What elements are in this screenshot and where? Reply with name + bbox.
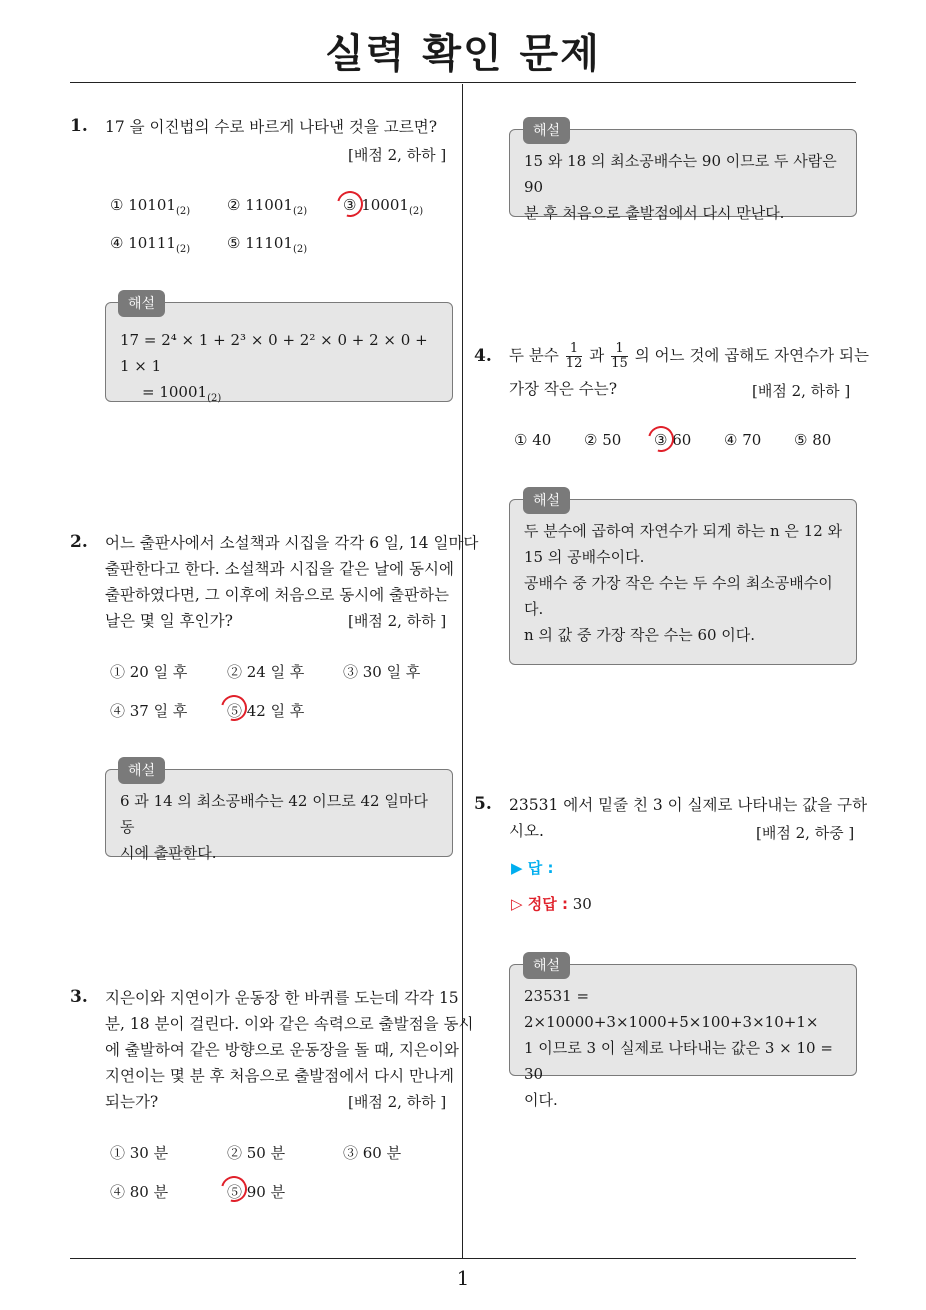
q4-fraction-1: $\frac{1}{12}$ [565,341,583,371]
q2-choice-2[interactable]: ② 24 일 후 [227,663,305,681]
q1-meta: [배점 2, 하하 ] [348,146,447,164]
q2-solution-tag: 해설 [118,757,165,784]
q3-solution-tag: 해설 [523,117,570,144]
q4-meta: [배점 2, 하하 ] [752,382,851,400]
q4-solution-tag: 해설 [523,487,570,514]
q1-solution-box [105,302,453,402]
q3-choice-5[interactable]: ⑤ 90 분 [227,1183,286,1201]
q2-number: 2. [70,532,88,552]
q5-text: 23531 에서 밑줄 친 3 이 실제로 나타내는 값을 구하 시오. [509,796,868,840]
q5-solution-line-2: 1 이므로 3 이 실제로 나타내는 값은 3 × 10 = 30 [524,1039,833,1083]
q2-choice-4[interactable]: ④ 37 일 후 [110,702,188,720]
q2-solution-line-2: 시에 출판한다. [120,844,217,862]
q5-answer-label: ▶ 답 : [511,859,554,877]
bottom-rule [70,1258,856,1259]
q4-choice-2[interactable]: ② 50 [584,431,622,449]
q3-solution-line-2: 분 후 처음으로 출발점에서 다시 만난다. [524,204,785,222]
q3-text: 지은이와 지연이가 운동장 한 바퀴를 도는데 각각 15 분, 18 분이 걸린다. 이와 같은 속력으로 출발점을 동시 에 출발하여 같은 방향으로 운동장을 돌 때, 지은이와 지연이는 몇 분 후 처음으로 출발점에서 다시 만나게 되는가? [105,989,474,1111]
q4-fraction-2: $\frac{1}{15}$ [611,341,628,371]
q2-meta: [배점 2, 하하 ] [348,612,447,630]
q1-choice-5[interactable]: ⑤ $11101_{(2)}$ [227,234,308,255]
q5-solution-line-1: 23531 = 2×10000+3×1000+5×100+3×10+1× [524,987,819,1031]
q3-choice-1[interactable]: ① 30 분 [110,1144,169,1162]
q3-choice-4[interactable]: ④ 80 분 [110,1183,169,1201]
page-number: 1 [456,1266,470,1290]
q2-choice-1[interactable]: ① 20 일 후 [110,663,188,681]
q5-solution-box [509,964,857,1109]
q4-solution-line-4: 다. [524,600,544,618]
q1-choice-4[interactable]: ④ $10111_{(2)}$ [110,234,191,255]
q2-solution-line-1: 6 과 14 의 최소공배수는 42 이므로 42 일마다 동 [120,792,428,836]
q1-choice-3[interactable]: ③ $10001_{(2)}$ [343,196,424,217]
q4-choice-1[interactable]: ① 40 [514,431,552,449]
q5-number: 5. [474,794,492,814]
top-rule [70,82,856,83]
q2-choice-5[interactable]: ⑤ 42 일 후 [227,702,305,720]
q4-choice-4[interactable]: ④ 70 [724,431,762,449]
q1-number: 1. [70,116,88,136]
q1-text: 17 을 이진법의 수로 바르게 나타낸 것을 고르면? [105,118,438,136]
q3-meta: [배점 2, 하하 ] [348,1093,447,1111]
q5-solution-tag: 해설 [523,952,570,979]
q4-solution-line-5: n 의 값 중 가장 작은 수는 60 이다. [524,626,756,644]
q2-choice-3[interactable]: ③ 30 일 후 [343,663,421,681]
q2-text: 어느 출판사에서 소설책과 시집을 각각 6 일, 14 일마다 출판한다고 한다. 소설책과 시집을 같은 날에 동시에 출판하였다면, 그 이후에 처음으로 동시에 출판하는 날은 몇 일 후인가? [105,534,479,630]
q1-choice-2[interactable]: ② $11001_{(2)}$ [227,196,308,217]
q5-solution-line-3: 이다. [524,1091,558,1109]
q4-solution-line-3: 공배수 중 가장 작은 수는 두 수의 최소공배수이 [524,574,833,592]
page-title: 실력 확인 문제 [325,31,601,77]
q3-number: 3. [70,987,88,1007]
q3-choice-2[interactable]: ② 50 분 [227,1144,286,1162]
q3-choice-3[interactable]: ③ 60 분 [343,1144,402,1162]
q1-choice-1[interactable]: ① $10101_{(2)}$ [110,196,191,217]
q4-number: 4. [474,346,492,366]
q5-correct-answer: ▷ 정답 : 30 [511,895,592,913]
q4-solution-line-1: 두 분수에 곱하여 자연수가 되게 하는 n 은 12 와 [524,522,842,540]
q3-solution-line-1: 15 와 18 의 최소공배수는 90 이므로 두 사람은 90 [524,152,837,196]
q4-choice-3[interactable]: ③ 60 [654,431,692,449]
q1-solution-line-2: = $10001_{(2)}$ [142,383,222,404]
q4-text: 두 분수 $\frac{1}{12}$ 과 $\frac{1}{15}$ 의 어느 것에 곱해도 자연수가 되는 [509,341,869,371]
q5-meta: [배점 2, 하중 ] [756,824,855,842]
q4-choice-5[interactable]: ⑤ 80 [794,431,832,449]
answer-mark-icon [643,421,679,457]
q4-solution-line-2: 15 의 공배수이다. [524,548,645,566]
q4-solution-box [509,499,857,665]
q1-solution-line-1: 17 = 2⁴ × 1 + 2³ × 0 + 2² × 0 + 2 × 0 + 1 × 1 [120,331,428,375]
q1-solution-tag: 해설 [118,290,165,317]
q4-text-line-2: 가장 작은 수는? [509,380,618,398]
